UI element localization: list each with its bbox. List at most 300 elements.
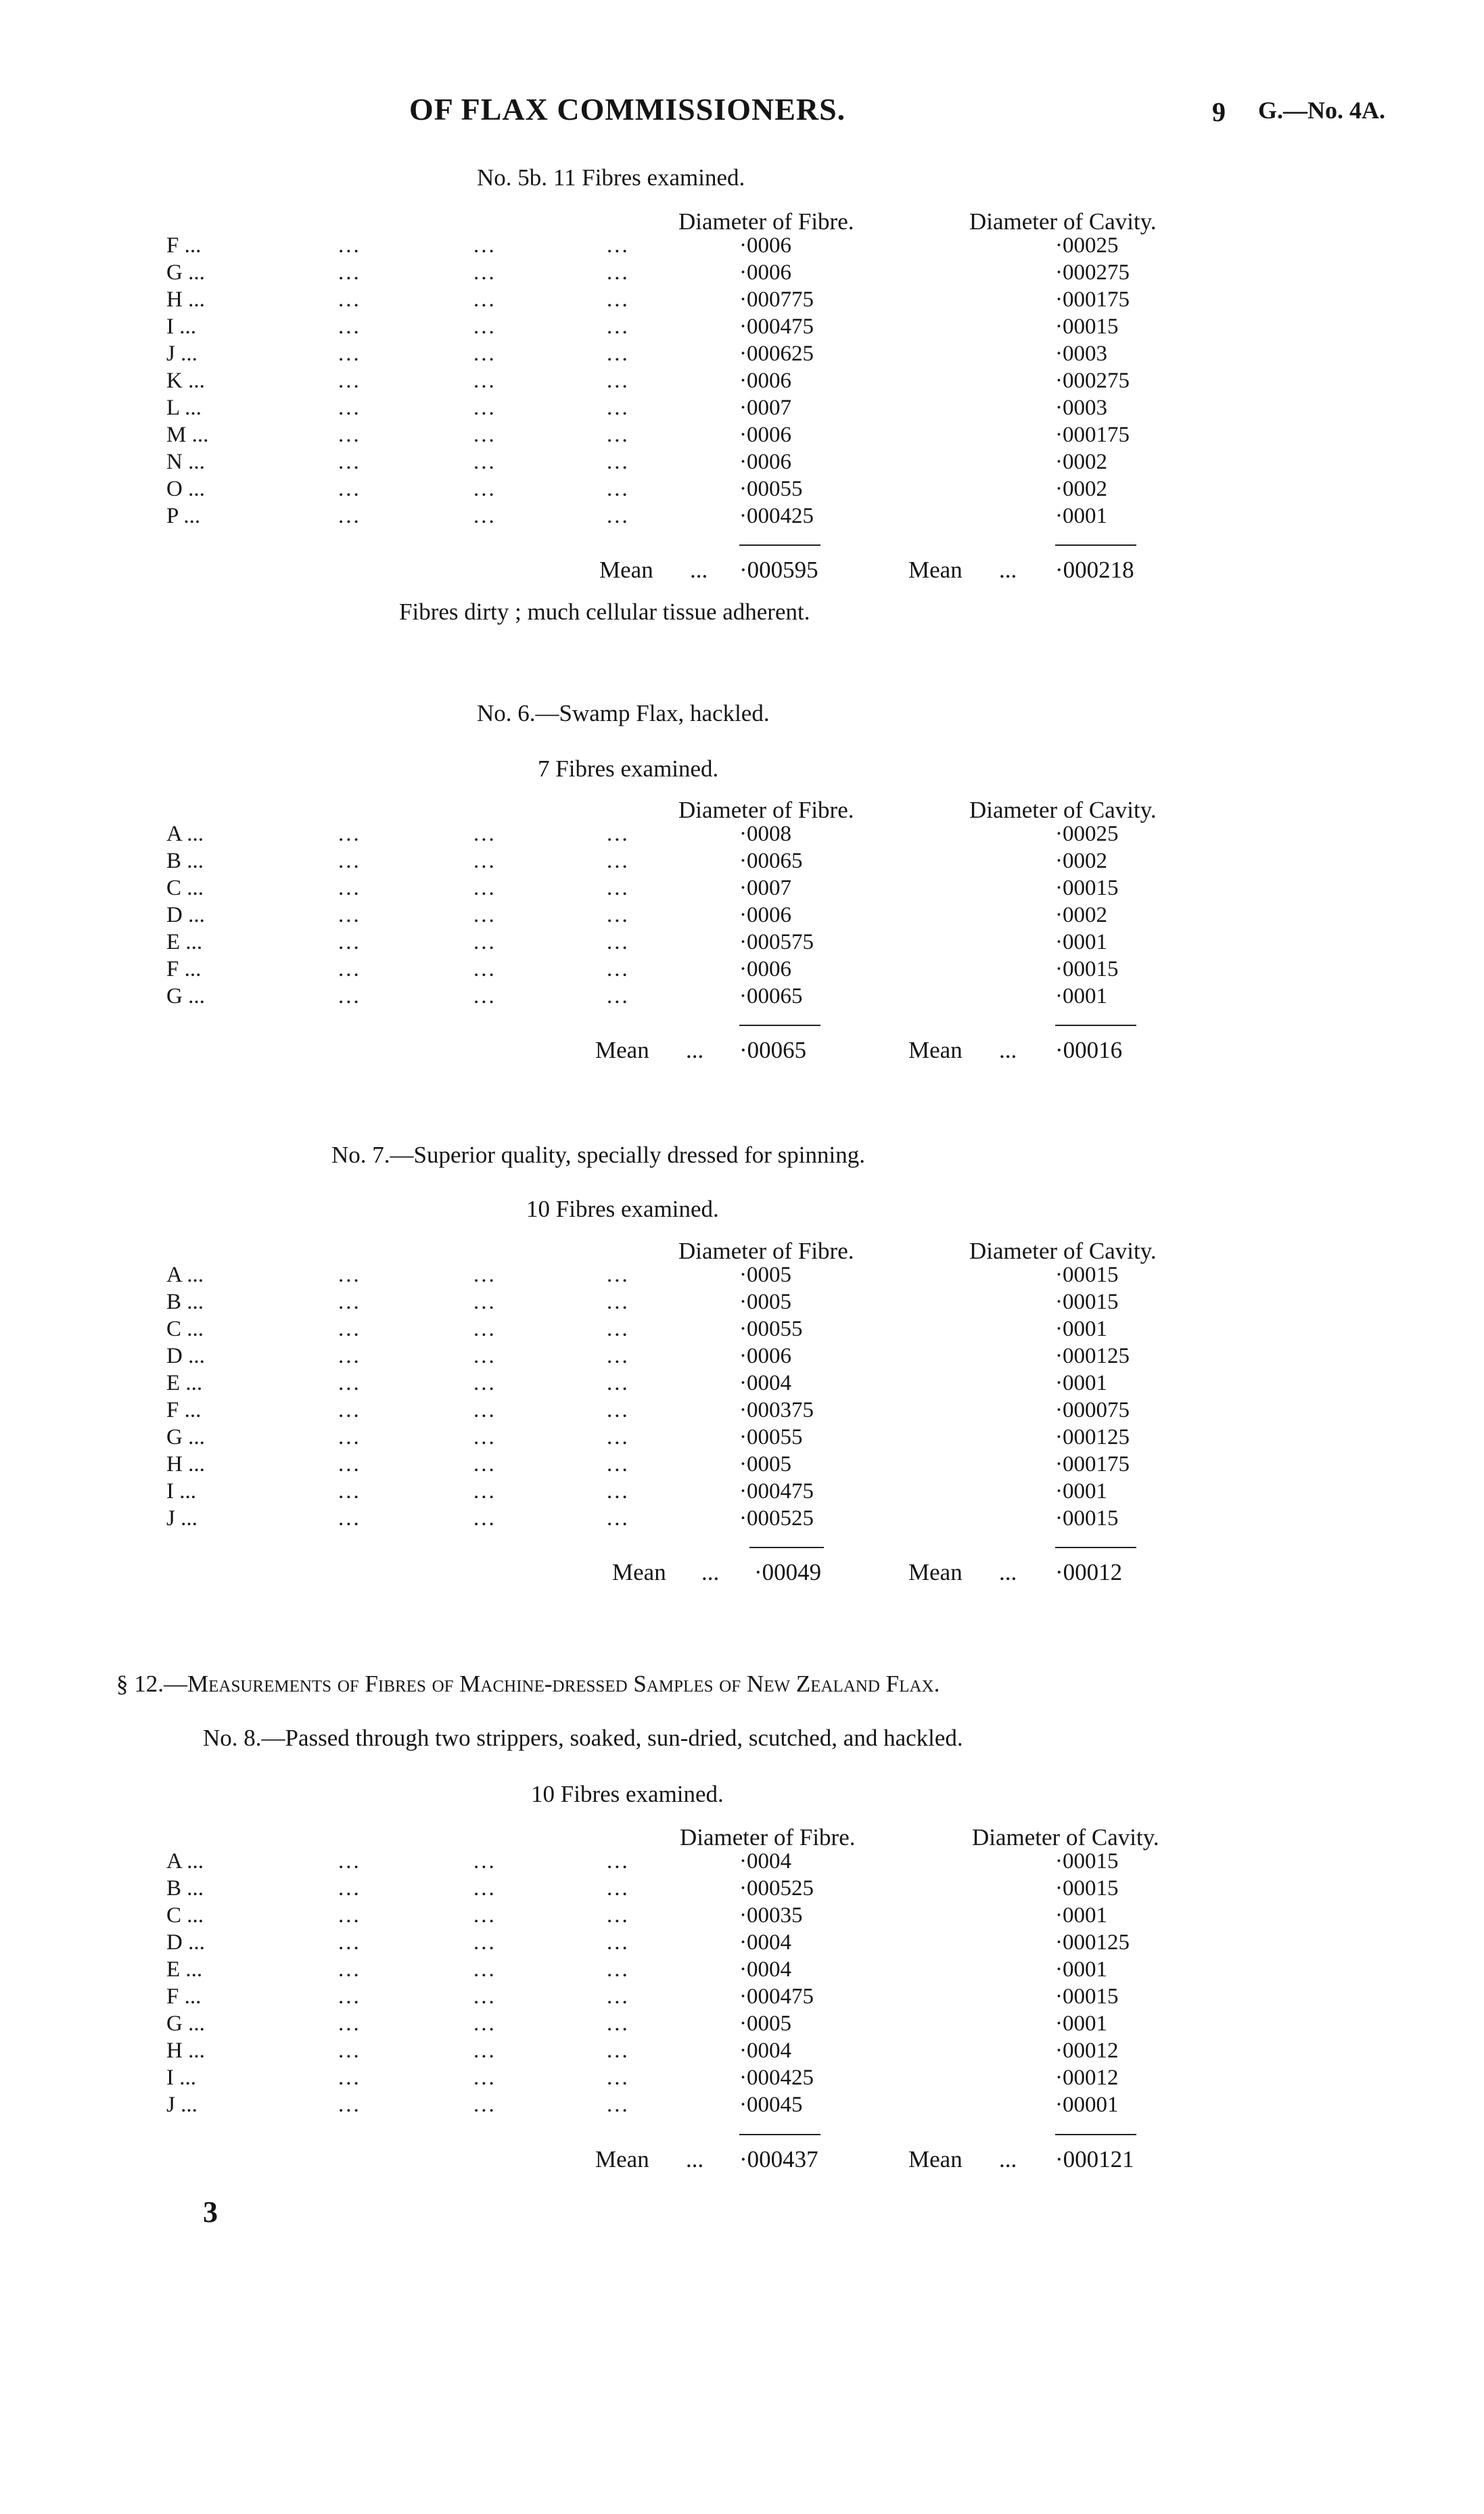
col-header-fibre: Diameter of Fibre. (680, 1824, 856, 1850)
fibre-diameter: ·00035 (739, 1903, 803, 1928)
mean-label: Mean (908, 2146, 963, 2172)
leader-dots: ... (473, 957, 496, 981)
mean-fibre-value: ·00065 (739, 1037, 807, 1063)
cavity-diameter: ·0001 (1055, 984, 1107, 1008)
mean-label: Mean (908, 557, 963, 583)
leader-dots: ... (473, 1398, 496, 1422)
table-row (0, 233, 1484, 260)
table-row (0, 849, 1484, 876)
row-label: C ... (166, 1317, 204, 1341)
cavity-diameter: ·00001 (1055, 2093, 1119, 2117)
cavity-diameter: ·0001 (1055, 1479, 1107, 1504)
sheet-signature: 3 (203, 2195, 218, 2229)
leader-dots: ... (473, 930, 496, 954)
leader-dots: ... (607, 315, 630, 339)
sum-rule (739, 544, 820, 546)
table-row (0, 1263, 1484, 1290)
cavity-diameter: ·0001 (1055, 2011, 1107, 2036)
leader-dots: ... (473, 260, 496, 285)
table-row (0, 1290, 1484, 1317)
leader-dots: ... (473, 1849, 496, 1873)
sum-rule (749, 1547, 824, 1548)
table-row (0, 1452, 1484, 1479)
fibre-diameter: ·0005 (739, 2011, 791, 2036)
fibre-diameter: ·0006 (739, 1344, 791, 1368)
mean-cavity-value: ·00012 (1055, 1559, 1123, 1585)
leader-dots: ... (473, 1425, 496, 1449)
leader-dots: ... (607, 1344, 630, 1368)
leader-dots: ... (338, 1371, 361, 1395)
mean-dots: ... (999, 1559, 1017, 1585)
section-title: No. 8.—Passed through two strippers, soaked, sun-dried, scutched, and hackled. (203, 1725, 963, 1751)
leader-dots: ... (473, 233, 496, 258)
leader-dots: ... (338, 930, 361, 954)
leader-dots: ... (607, 1506, 630, 1531)
leader-dots: ... (607, 1452, 630, 1476)
row-label: D ... (166, 1344, 205, 1368)
leader-dots: ... (607, 1263, 630, 1287)
leader-dots: ... (473, 2066, 496, 2090)
cavity-diameter: ·00012 (1055, 2039, 1119, 2063)
row-label: J ... (166, 2093, 198, 2117)
leader-dots: ... (338, 984, 361, 1008)
leader-dots: ... (338, 260, 361, 285)
mean-dots: ... (686, 1037, 704, 1063)
row-label: G ... (166, 1425, 205, 1449)
table-row (0, 822, 1484, 849)
leader-dots: ... (607, 1849, 630, 1873)
cavity-diameter: ·0002 (1055, 477, 1107, 501)
table-row (0, 504, 1484, 531)
mean-dots: ... (690, 557, 708, 583)
leader-dots: ... (473, 1984, 496, 2009)
row-label: A ... (166, 1263, 204, 1287)
row-label: J ... (166, 342, 198, 366)
table-row (0, 984, 1484, 1011)
cavity-diameter: ·000075 (1055, 1398, 1130, 1422)
leader-dots: ... (473, 822, 496, 846)
table-row (0, 2093, 1484, 2120)
fibre-diameter: ·00065 (739, 984, 803, 1008)
cavity-diameter: ·0001 (1055, 504, 1107, 528)
leader-dots: ... (338, 2039, 361, 2063)
leader-dots: ... (338, 315, 361, 339)
leader-dots: ... (607, 477, 630, 501)
leader-dots: ... (338, 450, 361, 474)
row-label: E ... (166, 1957, 203, 1982)
leader-dots: ... (607, 1957, 630, 1982)
row-label: D ... (166, 903, 205, 927)
page-title: OF FLAX COMMISSIONERS. (409, 92, 846, 126)
table-row (0, 260, 1484, 287)
mean-label: Mean (595, 2146, 649, 2172)
leader-dots: ... (338, 903, 361, 927)
leader-dots: ... (607, 1876, 630, 1901)
leader-dots: ... (607, 287, 630, 312)
table-row (0, 1957, 1484, 1984)
table-row (0, 1398, 1484, 1425)
leader-dots: ... (607, 504, 630, 528)
row-label: G ... (166, 2011, 205, 2036)
section-title: No. 7.—Superior quality, specially dressed for spinning. (331, 1142, 865, 1168)
leader-dots: ... (607, 1479, 630, 1504)
leader-dots: ... (607, 984, 630, 1008)
col-header-cavity: Diameter of Cavity. (972, 1824, 1159, 1850)
cavity-diameter: ·0002 (1055, 450, 1107, 474)
table-row (0, 2066, 1484, 2093)
section-title: No. 6.—Swamp Flax, hackled. (477, 700, 770, 726)
mean-fibre-value: ·000437 (739, 2146, 818, 2172)
leader-dots: ... (473, 1930, 496, 1955)
row-label: B ... (166, 849, 204, 873)
cavity-diameter: ·00015 (1055, 957, 1119, 981)
leader-dots: ... (473, 477, 496, 501)
fibre-diameter: ·000775 (739, 287, 814, 312)
row-label: N ... (166, 450, 205, 474)
fibre-diameter: ·000425 (739, 504, 814, 528)
mean-label: Mean (595, 1037, 649, 1063)
row-label: B ... (166, 1876, 204, 1901)
table-row (0, 1506, 1484, 1533)
leader-dots: ... (473, 1317, 496, 1341)
leader-dots: ... (607, 1371, 630, 1395)
leader-dots: ... (338, 1479, 361, 1504)
leader-dots: ... (607, 849, 630, 873)
sum-rule (739, 1025, 820, 1026)
table-row (0, 1984, 1484, 2011)
row-label: M ... (166, 423, 209, 447)
table-row (0, 1479, 1484, 1506)
leader-dots: ... (338, 1317, 361, 1341)
leader-dots: ... (473, 903, 496, 927)
row-label: I ... (166, 315, 196, 339)
row-label: F ... (166, 957, 202, 981)
row-label: D ... (166, 1930, 205, 1955)
mean-dots: ... (999, 557, 1017, 583)
table-row (0, 930, 1484, 957)
row-label: B ... (166, 1290, 204, 1314)
leader-dots: ... (338, 369, 361, 393)
table-row (0, 1903, 1484, 1930)
leader-dots: ... (338, 957, 361, 981)
cavity-diameter: ·000275 (1055, 260, 1130, 285)
col-header-fibre: Diameter of Fibre. (678, 1238, 854, 1264)
fibre-diameter: ·0004 (739, 1371, 791, 1395)
fibre-diameter: ·000375 (739, 1398, 814, 1422)
page-number: 9 (1212, 97, 1226, 127)
fibre-diameter: ·0004 (739, 1930, 791, 1955)
row-label: H ... (166, 287, 205, 312)
fibre-diameter: ·0006 (739, 450, 791, 474)
leader-dots: ... (473, 342, 496, 366)
fibre-diameter: ·000475 (739, 315, 814, 339)
cavity-diameter: ·0003 (1055, 396, 1107, 420)
leader-dots: ... (338, 2093, 361, 2117)
leader-dots: ... (338, 1984, 361, 2009)
leader-dots: ... (473, 876, 496, 900)
leader-dots: ... (473, 450, 496, 474)
cavity-diameter: ·00015 (1055, 315, 1119, 339)
cavity-diameter: ·00015 (1055, 1506, 1119, 1531)
leader-dots: ... (473, 1479, 496, 1504)
leader-dots: ... (338, 1290, 361, 1314)
leader-dots: ... (473, 423, 496, 447)
leader-dots: ... (338, 2011, 361, 2036)
row-label: H ... (166, 1452, 205, 1476)
col-header-fibre: Diameter of Fibre. (678, 208, 854, 235)
fibre-diameter: ·000425 (739, 2066, 814, 2090)
mean-dots: ... (686, 2146, 704, 2172)
table-row (0, 957, 1484, 984)
leader-dots: ... (473, 287, 496, 312)
row-label: G ... (166, 984, 205, 1008)
fibre-diameter: ·0004 (739, 1849, 791, 1873)
fibre-diameter: ·00045 (739, 2093, 803, 2117)
fibre-diameter: ·0005 (739, 1290, 791, 1314)
leader-dots: ... (338, 1263, 361, 1287)
leader-dots: ... (607, 876, 630, 900)
leader-dots: ... (607, 2093, 630, 2117)
mean-label: Mean (612, 1559, 666, 1585)
mean-cavity-value: ·000218 (1055, 557, 1134, 583)
mean-fibre-value: ·000595 (739, 557, 818, 583)
table-row (0, 876, 1484, 903)
leader-dots: ... (607, 1425, 630, 1449)
row-label: A ... (166, 822, 204, 846)
table-row (0, 423, 1484, 450)
fibre-diameter: ·0006 (739, 233, 791, 258)
leader-dots: ... (338, 1849, 361, 1873)
table-row (0, 342, 1484, 369)
leader-dots: ... (607, 369, 630, 393)
col-header-cavity: Diameter of Cavity. (969, 797, 1157, 823)
fibre-diameter: ·000575 (739, 930, 814, 954)
leader-dots: ... (473, 1263, 496, 1287)
leader-dots: ... (607, 1290, 630, 1314)
mean-label: Mean (908, 1037, 963, 1063)
leader-dots: ... (338, 2066, 361, 2090)
fibre-diameter: ·0005 (739, 1263, 791, 1287)
table-row (0, 1425, 1484, 1452)
leader-dots: ... (338, 876, 361, 900)
leader-dots: ... (338, 1903, 361, 1928)
row-label: I ... (166, 1479, 196, 1504)
sum-rule (1055, 2134, 1136, 2135)
leader-dots: ... (473, 1452, 496, 1476)
cavity-diameter: ·0001 (1055, 1903, 1107, 1928)
cavity-diameter: ·00025 (1055, 822, 1119, 846)
leader-dots: ... (473, 984, 496, 1008)
fibre-diameter: ·000525 (739, 1876, 814, 1901)
leader-dots: ... (338, 1957, 361, 1982)
leader-dots: ... (607, 903, 630, 927)
row-label: F ... (166, 1984, 202, 2009)
sum-rule (1055, 1025, 1136, 1026)
cavity-diameter: ·0001 (1055, 1317, 1107, 1341)
section-heading: § 12.—Measurements of Fibres of Machine-dressed Samples of New Zealand Flax. (116, 1671, 940, 1697)
leader-dots: ... (607, 423, 630, 447)
leader-dots: ... (473, 849, 496, 873)
row-label: L ... (166, 396, 202, 420)
row-label: A ... (166, 1849, 204, 1873)
row-label: J ... (166, 1506, 198, 1531)
leader-dots: ... (473, 1876, 496, 1901)
mean-dots: ... (999, 1037, 1017, 1063)
cavity-diameter: ·000175 (1055, 423, 1130, 447)
leader-dots: ... (607, 2011, 630, 2036)
leader-dots: ... (607, 2066, 630, 2090)
row-label: C ... (166, 1903, 204, 1928)
leader-dots: ... (338, 396, 361, 420)
cavity-diameter: ·000125 (1055, 1425, 1130, 1449)
leader-dots: ... (473, 2011, 496, 2036)
leader-dots: ... (473, 1344, 496, 1368)
table-row (0, 2011, 1484, 2039)
leader-dots: ... (607, 260, 630, 285)
fibre-diameter: ·00065 (739, 849, 803, 873)
fibre-diameter: ·000525 (739, 1506, 814, 1531)
leader-dots: ... (338, 477, 361, 501)
leader-dots: ... (338, 1398, 361, 1422)
fibre-diameter: ·000625 (739, 342, 814, 366)
row-label: C ... (166, 876, 204, 900)
cavity-diameter: ·000275 (1055, 369, 1130, 393)
mean-cavity-value: ·000121 (1055, 2146, 1134, 2172)
table-row (0, 1371, 1484, 1398)
fibre-diameter: ·000475 (739, 1479, 814, 1504)
section-title: No. 5b. 11 Fibres examined. (477, 164, 745, 191)
row-label: G ... (166, 260, 205, 285)
cavity-diameter: ·0002 (1055, 849, 1107, 873)
fibre-diameter: ·000475 (739, 1984, 814, 2009)
table-row (0, 396, 1484, 423)
row-label: I ... (166, 2066, 196, 2090)
cavity-diameter: ·00015 (1055, 1984, 1119, 2009)
col-header-cavity: Diameter of Cavity. (969, 208, 1157, 235)
leader-dots: ... (338, 822, 361, 846)
leader-dots: ... (473, 315, 496, 339)
table-row (0, 450, 1484, 477)
leader-dots: ... (473, 2093, 496, 2117)
row-label: H ... (166, 2039, 205, 2063)
cavity-diameter: ·000175 (1055, 1452, 1130, 1476)
mean-label: Mean (599, 557, 653, 583)
table-row (0, 1849, 1484, 1876)
table-row (0, 1876, 1484, 1903)
leader-dots: ... (473, 369, 496, 393)
leader-dots: ... (607, 450, 630, 474)
fibre-diameter: ·0006 (739, 369, 791, 393)
mean-cavity-value: ·00016 (1055, 1037, 1123, 1063)
section-subtitle: 10 Fibres examined. (531, 1781, 724, 1807)
leader-dots: ... (607, 1398, 630, 1422)
table-row (0, 903, 1484, 930)
fibre-diameter: ·00055 (739, 1317, 803, 1341)
fibre-diameter: ·0005 (739, 1452, 791, 1476)
cavity-diameter: ·00015 (1055, 1849, 1119, 1873)
leader-dots: ... (338, 849, 361, 873)
leader-dots: ... (473, 1957, 496, 1982)
fibre-diameter: ·0006 (739, 957, 791, 981)
table-row (0, 287, 1484, 315)
leader-dots: ... (473, 1290, 496, 1314)
document-reference: G.—No. 4A. (1258, 97, 1385, 124)
fibre-diameter: ·0006 (739, 903, 791, 927)
leader-dots: ... (607, 2039, 630, 2063)
leader-dots: ... (607, 930, 630, 954)
cavity-diameter: ·00015 (1055, 1876, 1119, 1901)
fibre-diameter: ·0006 (739, 260, 791, 285)
fibre-diameter: ·0007 (739, 876, 791, 900)
cavity-diameter: ·00015 (1055, 1290, 1119, 1314)
leader-dots: ... (338, 1506, 361, 1531)
leader-dots: ... (338, 1425, 361, 1449)
sum-rule (1055, 1547, 1136, 1548)
leader-dots: ... (338, 1930, 361, 1955)
table-row (0, 477, 1484, 504)
fibre-diameter: ·0007 (739, 396, 791, 420)
leader-dots: ... (338, 287, 361, 312)
leader-dots: ... (338, 423, 361, 447)
cavity-diameter: ·000175 (1055, 287, 1130, 312)
leader-dots: ... (607, 342, 630, 366)
leader-dots: ... (338, 1344, 361, 1368)
leader-dots: ... (607, 822, 630, 846)
leader-dots: ... (607, 1984, 630, 2009)
cavity-diameter: ·0001 (1055, 930, 1107, 954)
row-label: E ... (166, 930, 203, 954)
cavity-diameter: ·0001 (1055, 1957, 1107, 1982)
leader-dots: ... (607, 1930, 630, 1955)
fibre-diameter: ·0008 (739, 822, 791, 846)
table-row (0, 2039, 1484, 2066)
fibre-diameter: ·00055 (739, 1425, 803, 1449)
cavity-diameter: ·0001 (1055, 1371, 1107, 1395)
leader-dots: ... (473, 1903, 496, 1928)
sum-rule (739, 2134, 820, 2135)
table-row (0, 369, 1484, 396)
fibre-diameter: ·0004 (739, 1957, 791, 1982)
leader-dots: ... (607, 1903, 630, 1928)
leader-dots: ... (338, 1452, 361, 1476)
table-row (0, 1317, 1484, 1344)
cavity-diameter: ·0002 (1055, 903, 1107, 927)
leader-dots: ... (338, 233, 361, 258)
table-row (0, 315, 1484, 342)
mean-dots: ... (999, 2146, 1017, 2172)
table-row (0, 1930, 1484, 1957)
leader-dots: ... (473, 1371, 496, 1395)
leader-dots: ... (607, 396, 630, 420)
row-label: E ... (166, 1371, 203, 1395)
fibre-diameter: ·0004 (739, 2039, 791, 2063)
table-row (0, 1344, 1484, 1371)
cavity-diameter: ·00015 (1055, 876, 1119, 900)
section-note: Fibres dirty ; much cellular tissue adherent. (399, 599, 810, 625)
mean-label: Mean (908, 1559, 963, 1585)
leader-dots: ... (338, 342, 361, 366)
cavity-diameter: ·00025 (1055, 233, 1119, 258)
cavity-diameter: ·00015 (1055, 1263, 1119, 1287)
row-label: K ... (166, 369, 205, 393)
sum-rule (1055, 544, 1136, 546)
section-subtitle: 10 Fibres examined. (526, 1196, 719, 1222)
col-header-fibre: Diameter of Fibre. (678, 797, 854, 823)
row-label: P ... (166, 504, 201, 528)
leader-dots: ... (338, 504, 361, 528)
cavity-diameter: ·000125 (1055, 1930, 1130, 1955)
leader-dots: ... (338, 1876, 361, 1901)
